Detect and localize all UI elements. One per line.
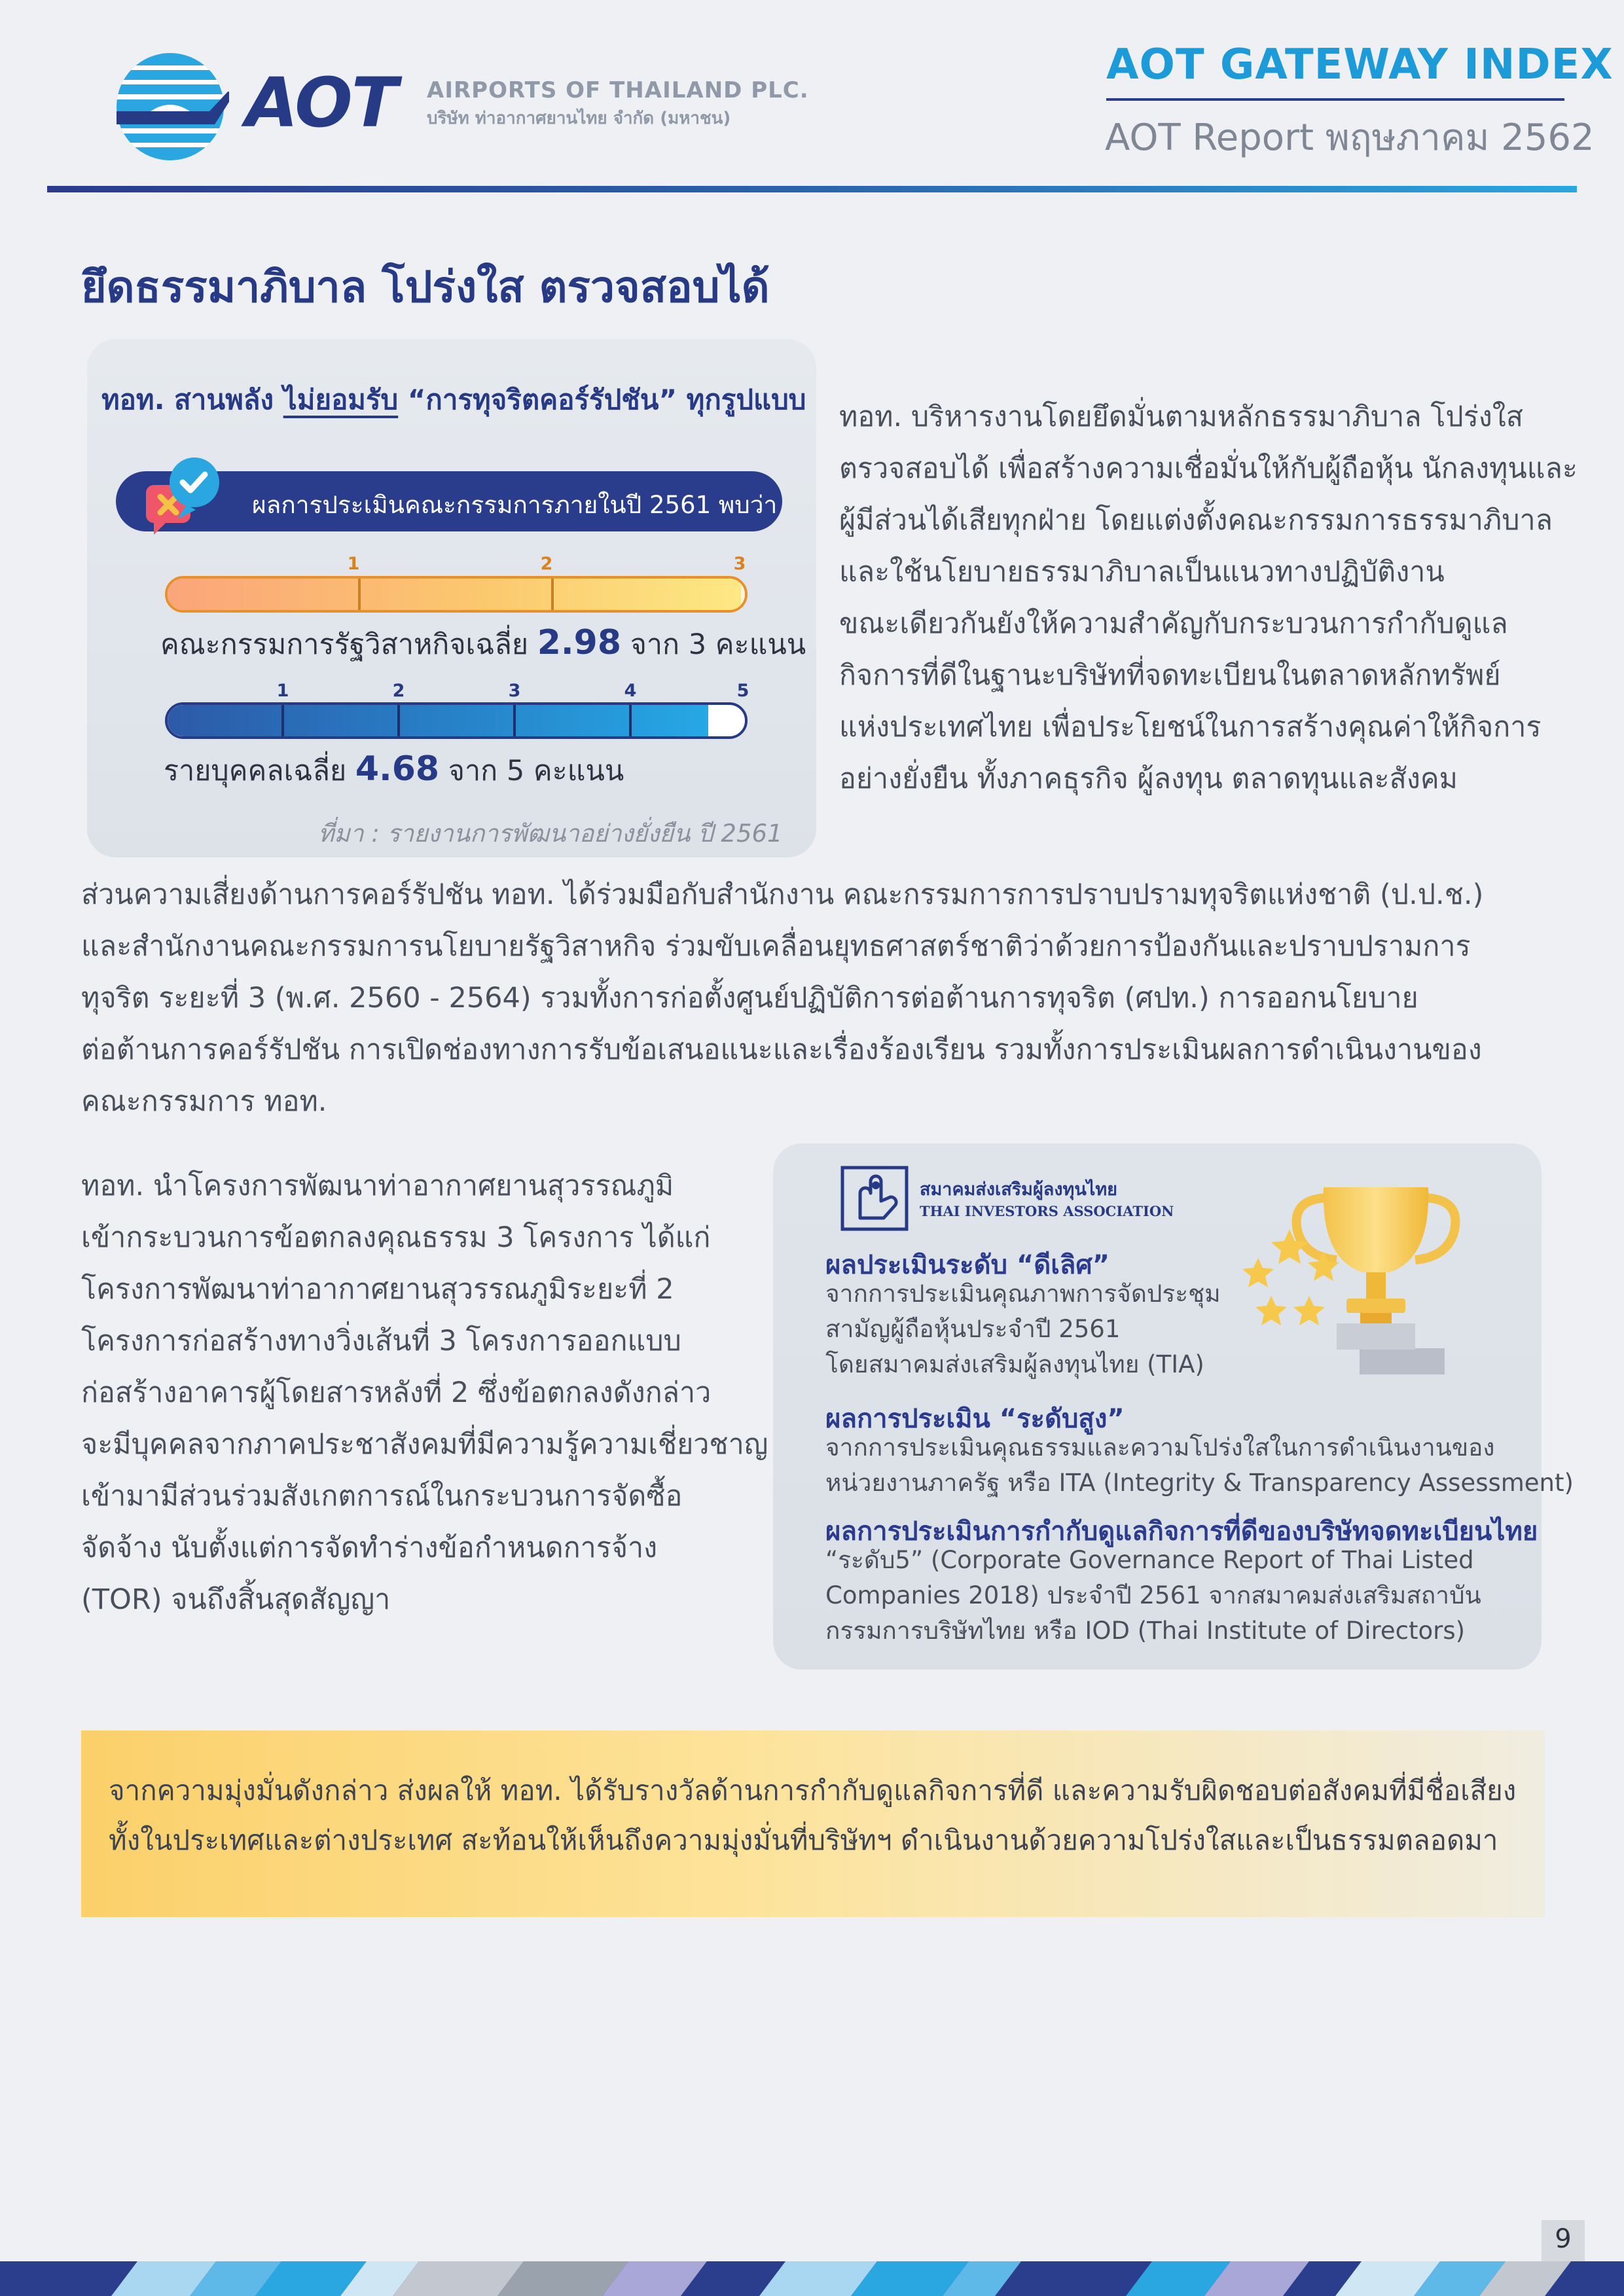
paragraph-line: ส่วนความเสี่ยงด้านการคอร์รัปชัน ทอท. ได้ร่วมมือกับสำนักงาน คณะกรรมการการปราบปรามทุจริตแห่งชาติ (ป.ป.ช.) — [81, 878, 1484, 911]
individual-tick-label: 5 — [736, 681, 749, 701]
paragraph-line: คณะกรรมการ ทอท. — [81, 1085, 327, 1118]
award-desc-high — [825, 1430, 1574, 1501]
individual-tick-label: 1 — [276, 681, 289, 701]
board-tick-label: 3 — [733, 554, 746, 574]
award-line: หน่วยงานภาครัฐ หรือ ITA (Integrity & Transparency Assessment) — [825, 1469, 1574, 1497]
intro-paragraph — [839, 391, 1578, 805]
individual-tick-label: 3 — [508, 681, 521, 701]
integrity-pact-paragraph — [81, 1160, 768, 1626]
individual-score-value: 4.68 — [355, 749, 440, 789]
board-score-bar — [165, 576, 748, 613]
paragraph-line: เข้ามามีส่วนร่วมสังเกตการณ์ในกระบวนการจัดซื้อ — [81, 1480, 683, 1513]
intro-line: แห่งประเทศไทย เพื่อประโยชน์ในการสร้างคุณค่าให้กิจการ — [839, 711, 1542, 744]
board-tick-label: 2 — [540, 554, 553, 574]
paragraph-line: ทอท. นำโครงการพัฒนาท่าอากาศยานสุวรรณภูมิ — [81, 1170, 674, 1202]
intro-line: และใช้นโยบายธรรมาภิบาลเป็นแนวทางปฏิบัติงาน — [839, 556, 1445, 588]
award-title-high: ผลการประเมิน “ระดับสูง” — [825, 1404, 1125, 1434]
paragraph-line: และสำนักงานคณะกรรมการนโยบายรัฐวิสาหกิจ ร่วมขับเคลื่อนยุทธศาสตร์ชาติว่าด้วยการป้องกันและปราบปรามการ — [81, 930, 1471, 963]
board-score-fill — [168, 579, 741, 610]
award-line: Companies 2018) ประจำปี 2561 จากสมาคมส่งเสริมสถาบัน — [825, 1581, 1481, 1609]
intro-line: ผู้มีส่วนได้เสียทุกฝ่าย โดยแต่งตั้งคณะกรรมการธรรมาภิบาล — [839, 504, 1553, 537]
aot-logo-wordmark: AOT — [245, 63, 397, 143]
paragraph-line: ทุจริต ระยะที่ 3 (พ.ศ. 2560 - 2564) รวมทั้งการก่อตั้งศูนย์ปฏิบัติการต่อต้านการทุจริต (ศปท.) การออกนโยบาย — [81, 982, 1418, 1014]
aot-logo-mark — [111, 51, 229, 162]
panel-heading-post: “การทุจริตคอร์รัปชัน” ทุกรูปแบบ — [398, 384, 806, 416]
individual-bar-divider — [513, 705, 516, 736]
individual-tick-label: 2 — [392, 681, 405, 701]
individual-score-label — [164, 748, 624, 793]
board-bar-divider — [551, 579, 554, 610]
source-note: ที่มา : รายงานการพัฒนาอย่างยั่งยืน ปี 2561 — [318, 819, 783, 848]
assessment-banner-text: ผลการประเมินคณะกรรมการภายในปี 2561 พบว่า — [252, 491, 778, 519]
individual-score-suffix: จาก 5 คะแนน — [439, 755, 624, 787]
individual-bar-divider — [629, 705, 632, 736]
award-title-cg: ผลการประเมินการกำกับดูแลกิจการที่ดีของบริษัทจดทะเบียนไทย — [825, 1516, 1538, 1547]
anticorruption-paragraph — [81, 869, 1547, 1128]
award-title-excellent: ผลประเมินระดับ “ดีเลิศ” — [825, 1250, 1110, 1280]
paragraph-line: จัดจ้าง นับตั้งแต่การจัดทำร่างข้อกำหนดการจ้าง — [81, 1532, 658, 1564]
trophy-icon — [1232, 1178, 1474, 1381]
chat-check-cross-icon — [141, 454, 232, 540]
paragraph-line: จะมีบุคคลจากภาคประชาสังคมที่มีความรู้ความเชี่ยวชาญ — [81, 1428, 768, 1461]
section-title: ยึดธรรมาภิบาล โปร่งใส ตรวจสอบได้ — [81, 262, 770, 312]
individual-score-fill — [168, 705, 708, 736]
award-line: โดยสมาคมส่งเสริมผู้ลงทุนไทย (TIA) — [825, 1350, 1204, 1378]
report-issue-label: AOT Report พฤษภาคม 2562 — [1105, 117, 1595, 159]
intro-line: อย่างยั่งยืน ทั้งภาคธุรกิจ ผู้ลงทุน ตลาดทุนและสังคม — [839, 762, 1458, 795]
individual-bar-divider — [397, 705, 400, 736]
board-score-prefix: คณะกรรมการรัฐวิสาหกิจเฉลี่ย — [160, 628, 537, 661]
paragraph-line: โครงการพัฒนาท่าอากาศยานสุวรรณภูมิระยะที่ 2 — [81, 1273, 674, 1306]
individual-score-prefix: รายบุคคลเฉลี่ย — [164, 755, 355, 787]
panel-heading-pre: ทอท. สานพลัง — [101, 384, 283, 416]
individual-score-bar — [165, 702, 748, 739]
conclusion-text — [109, 1766, 1516, 1865]
paragraph-line: (TOR) จนถึงสิ้นสุดสัญญา — [81, 1583, 391, 1616]
paragraph-line: โครงการก่อสร้างทางวิ่งเส้นที่ 3 โครงการออกแบบ — [81, 1325, 681, 1357]
panel-heading-underlined: ไม่ยอมรับ — [283, 384, 399, 416]
tia-logo-icon — [840, 1166, 909, 1231]
board-score-value: 2.98 — [537, 623, 622, 662]
paragraph-line: ก่อสร้างอาคารผู้โดยสารหลังที่ 2 ซึ่งข้อตกลงดังกล่าว — [81, 1376, 712, 1409]
individual-bar-divider — [281, 705, 284, 736]
tia-name-en: THAI INVESTORS ASSOCIATION — [920, 1203, 1174, 1219]
board-bar-divider — [358, 579, 361, 610]
intro-line: ทอท. บริหารงานโดยยึดมั่นตามหลักธรรมาภิบาล โปร่งใส — [839, 401, 1524, 433]
page-number: 9 — [1555, 2224, 1572, 2254]
board-tick-label: 1 — [347, 554, 360, 574]
award-line: สามัญผู้ถือหุ้นประจำปี 2561 — [825, 1315, 1121, 1343]
company-name-th: บริษัท ท่าอากาศยานไทย จำกัด (มหาชน) — [427, 109, 731, 128]
board-score-label — [160, 622, 806, 666]
individual-tick-label: 4 — [624, 681, 637, 701]
intro-line: ตรวจสอบได้ เพื่อสร้างความเชื่อมั่นให้กับผู้ถือหุ้น นักลงทุนและ — [839, 452, 1578, 485]
header-divider — [47, 186, 1577, 192]
intro-line: กิจการที่ดีในฐานะบริษัทที่จดทะเบียนในตลาดหลักทรัพย์ — [839, 659, 1501, 692]
board-score-suffix: จาก 3 คะแนน — [621, 628, 806, 661]
company-name-en: AIRPORTS OF THAILAND PLC. — [427, 77, 809, 103]
paragraph-line: ต่อต้านการคอร์รัปชัน การเปิดช่องทางการรับข้อเสนอแนะและเรื่องร้องเรียน รวมทั้งการประเมินผลการดำเนินงานของ — [81, 1033, 1482, 1066]
tia-name-th: สมาคมส่งเสริมผู้ลงทุนไทย — [920, 1179, 1117, 1200]
conclusion-line: ทั้งในประเทศและต่างประเทศ สะท้อนให้เห็นถึงความมุ่งมั่นที่บริษัทฯ ดำเนินงานด้วยความโปร่งใสและเป็นธรรมตลอดมา — [109, 1824, 1498, 1856]
paragraph-line: เข้ากระบวนการข้อตกลงคุณธรรม 3 โครงการ ได้แก่ — [81, 1221, 711, 1254]
award-desc-cg — [825, 1543, 1481, 1649]
conclusion-line: จากความมุ่งมั่นดังกล่าว ส่งผลให้ ทอท. ได้รับรางวัลด้านการกำกับดูแลกิจการที่ดี และความรับผิดชอบต่อสังคมที่มีชื่อเสียง — [109, 1774, 1517, 1806]
publication-title-underline — [1106, 98, 1564, 101]
intro-line: ขณะเดียวกันยังให้ความสำคัญกับกระบวนการกำกับดูแล — [839, 607, 1508, 640]
award-line: กรรมการบริษัทไทย หรือ IOD (Thai Institute of Directors) — [825, 1617, 1466, 1645]
award-line: จากการประเมินคุณภาพการจัดประชุม — [825, 1280, 1221, 1308]
award-line: จากการประเมินคุณธรรมและความโปร่งใสในการดำเนินงานของ — [825, 1433, 1495, 1462]
footer-stripe-band — [0, 2261, 1624, 2296]
publication-title: AOT GATEWAY INDEX — [1106, 41, 1614, 89]
panel-heading — [101, 378, 806, 422]
award-desc-excellent — [825, 1276, 1221, 1382]
award-line: “ระดับ5” (Corporate Governance Report of Thai Listed — [825, 1546, 1474, 1574]
